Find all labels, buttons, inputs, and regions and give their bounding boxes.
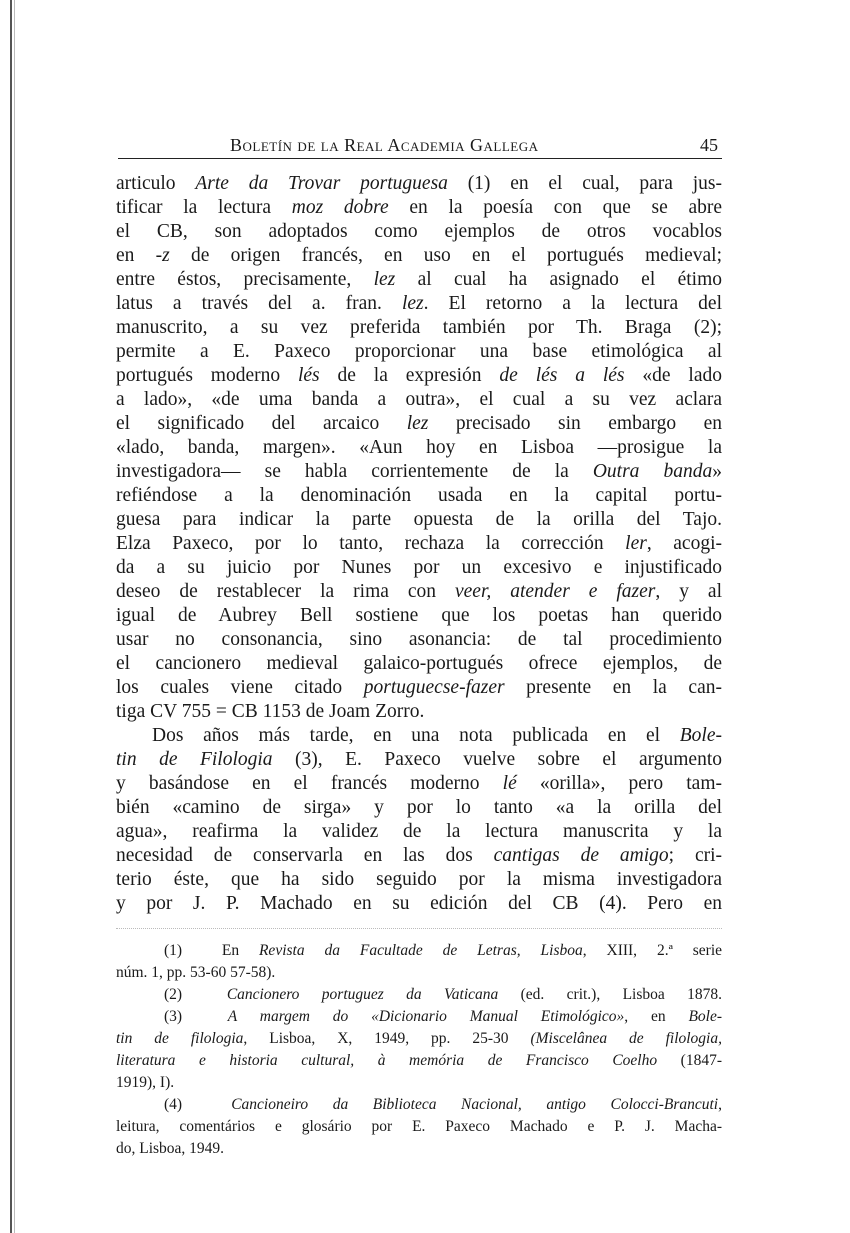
- footnote-line: [116, 1006, 722, 1028]
- text-segment: «lado, banda, margen». «Aun hoy en Lisboa —prosigue la: [116, 437, 722, 458]
- text-segment: ,: [718, 1096, 722, 1113]
- text-segment: de la expresión: [319, 365, 500, 386]
- italic-text: Arte da Trovar portuguesa: [195, 173, 448, 194]
- italic-text: portuguecse-fazer: [363, 677, 505, 698]
- italic-text: Cancionero portuguez da Vaticana: [226, 986, 499, 1003]
- footnote-line: [116, 1094, 722, 1116]
- text-segment: »: [712, 461, 722, 482]
- body-line: [116, 724, 722, 748]
- text-segment: , y al: [655, 581, 722, 602]
- body-line: [116, 652, 722, 676]
- text-segment: , Lisboa, X, 1949, pp. 25-30: [243, 1030, 531, 1047]
- body-line: [116, 436, 722, 460]
- body-line: [116, 268, 722, 292]
- text-segment: articulo: [116, 173, 196, 194]
- text-segment: precisado sin embargo en: [428, 413, 722, 434]
- text-segment: . El retorno a la lectura del: [423, 293, 722, 314]
- text-segment: a lado», «de uma banda a outra», el cual a su vez aclara: [116, 389, 722, 410]
- text-segment: bién «camino de sirga» y por lo tanto «a la orilla del: [116, 797, 722, 818]
- footnote-line: [116, 1050, 722, 1072]
- journal-title: Boletín de la Real Academia Gallega: [230, 135, 539, 155]
- text-segment: (1) en el cual, para jus-: [447, 173, 722, 194]
- scan-edge-shadow: [14, 0, 15, 1233]
- footnote-line: [116, 1072, 722, 1094]
- italic-text: literatura e historia cultural, à memória de Francisco Coelho: [116, 1052, 658, 1069]
- text-segment: tiga CV 755 = CB 1153 de Joam Zorro.: [116, 701, 425, 722]
- italic-text: cantigas de amigo: [493, 845, 669, 866]
- text-segment: (3): [164, 1008, 228, 1025]
- body-line: [116, 604, 722, 628]
- body-line: [116, 700, 722, 724]
- body-line: [116, 460, 722, 484]
- italic-text: Revista da Facultade de Letras, Lisboa: [258, 942, 583, 959]
- body-line: [116, 340, 722, 364]
- text-segment: Elza Paxeco, por lo tanto, rechaza la corrección: [116, 533, 626, 554]
- italic-text: tin de Filologia: [116, 749, 273, 770]
- italic-text: (Miscelânea de filologia,: [530, 1030, 722, 1047]
- italic-text: Cancioneiro da Biblioteca Nacional, antigo Colocci-Brancuti: [231, 1096, 719, 1113]
- italic-text: A margem do «Dicionario Manual Etimológico»: [227, 1008, 625, 1025]
- text-segment: «de lado: [624, 365, 722, 386]
- text-segment: latus a través del a. fran.: [116, 293, 402, 314]
- text-segment: permite a E. Paxeco proporcionar una base etimológica al: [116, 341, 722, 362]
- italic-text: Bole-: [679, 725, 722, 746]
- footnote-line: [116, 962, 722, 984]
- italic-text: moz dobre: [291, 197, 389, 218]
- text-segment: refiéndose a la denominación usada en la capital portu-: [116, 485, 722, 506]
- body-line: [116, 628, 722, 652]
- text-segment: terio éste, que ha sido seguido por la misma investigadora: [116, 869, 722, 890]
- text-segment: guesa para indicar la parte opuesta de la orilla del Tajo.: [116, 509, 722, 530]
- text-segment: los cuales viene citado: [116, 677, 364, 698]
- text-segment: el significado del arcaico: [116, 413, 407, 434]
- text-segment: , en: [624, 1008, 689, 1025]
- text-segment: en: [116, 245, 156, 266]
- text-segment: ; cri-: [668, 845, 722, 866]
- page-number: 45: [700, 135, 718, 155]
- body-line: [116, 484, 722, 508]
- text-segment: igual de Aubrey Bell sostiene que los poetas han querido: [116, 605, 722, 626]
- footnote-line: [116, 1028, 722, 1050]
- footnote-line: [116, 984, 722, 1006]
- text-segment: Dos años más tarde, en una nota publicada en el: [152, 725, 680, 746]
- body-line: [116, 532, 722, 556]
- text-segment: usar no consonancia, sino asonancia: de tal procedimiento: [116, 629, 722, 650]
- body-line: [116, 316, 722, 340]
- text-segment: y por J. P. Machado en su edición del CB (4). Pero en: [116, 893, 722, 914]
- italic-text: tin de filologia: [116, 1030, 244, 1047]
- footnote-line: [116, 940, 722, 962]
- italic-text: lés: [297, 365, 320, 386]
- body-line: [116, 388, 722, 412]
- italic-text: lé: [502, 773, 517, 794]
- body-line: [116, 748, 722, 772]
- text-segment: «orilla», pero tam-: [516, 773, 722, 794]
- body-line: [116, 508, 722, 532]
- italic-text: lez: [373, 269, 396, 290]
- italic-text: lez: [406, 413, 429, 434]
- text-segment: 1919), I).: [116, 1074, 175, 1091]
- body-line: [116, 364, 722, 388]
- text-segment: el cancionero medieval galaico-portugués ofrece ejemplos, de: [116, 653, 722, 674]
- body-line: [116, 892, 722, 916]
- text-segment: deseo de restablecer la rima con: [116, 581, 455, 602]
- body-line: [116, 868, 722, 892]
- italic-text: ler: [625, 533, 647, 554]
- footnote-line: [116, 1116, 722, 1138]
- body-line: [116, 772, 722, 796]
- text-segment: entre éstos, precisamente,: [116, 269, 374, 290]
- scan-edge: [10, 0, 12, 1233]
- text-segment: el CB, son adoptados como ejemplos de otros vocablos: [116, 221, 722, 242]
- body-line: [116, 220, 722, 244]
- italic-text: de lés a lés: [499, 365, 625, 386]
- italic-text: veer, atender e fazer: [454, 581, 656, 602]
- text-segment: (2): [164, 986, 227, 1003]
- text-segment: de origen francés, en uso en el portugués medieval;: [169, 245, 722, 266]
- body-line: [116, 244, 722, 268]
- body-text: [116, 172, 722, 916]
- body-line: [116, 580, 722, 604]
- text-segment: agua», reafirma la validez de la lectura manuscrita y la: [116, 821, 722, 842]
- footnote-separator: [116, 928, 722, 929]
- body-line: [116, 556, 722, 580]
- footnote-line: [116, 1138, 722, 1160]
- text-segment: necesidad de conservarla en las dos: [116, 845, 494, 866]
- text-segment: tificar la lectura: [116, 197, 292, 218]
- text-segment: da a su juicio por Nunes por un excesivo e injustificado: [116, 557, 722, 578]
- text-segment: do, Lisboa, 1949.: [116, 1140, 225, 1157]
- body-line: [116, 676, 722, 700]
- text-segment: leitura, comentários e glosário por E. Paxeco Machado e P. J. Macha-: [116, 1118, 722, 1135]
- body-line: [116, 820, 722, 844]
- text-segment: investigadora— se habla corrientemente de la: [116, 461, 593, 482]
- text-segment: (1847-: [657, 1052, 722, 1069]
- italic-text: Bole-: [688, 1008, 722, 1025]
- body-line: [116, 292, 722, 316]
- text-segment: núm. 1, pp. 53-60 57-58).: [116, 964, 276, 981]
- text-segment: en la poesía con que se abre: [388, 197, 722, 218]
- text-segment: (ed. crit.), Lisboa 1878.: [498, 986, 722, 1003]
- body-line: [116, 196, 722, 220]
- body-line: [116, 796, 722, 820]
- text-segment: (3), E. Paxeco vuelve sobre el argumento: [272, 749, 722, 770]
- text-segment: (1) En: [164, 942, 259, 959]
- text-segment: portugués moderno: [116, 365, 298, 386]
- body-line: [116, 412, 722, 436]
- body-line: [116, 844, 722, 868]
- text-segment: manuscrito, a su vez preferida también por Th. Braga (2);: [116, 317, 722, 338]
- text-segment: , XIII, 2.ª serie: [582, 942, 722, 959]
- footnotes: [116, 940, 722, 1160]
- text-segment: y basándose en el francés moderno: [116, 773, 503, 794]
- text-segment: , acogi-: [646, 533, 722, 554]
- italic-text: Outra banda: [592, 461, 713, 482]
- italic-text: -z: [155, 245, 170, 266]
- text-segment: (4): [164, 1096, 232, 1113]
- italic-text: lez: [401, 293, 424, 314]
- text-segment: presente en la can-: [504, 677, 722, 698]
- body-line: [116, 172, 722, 196]
- running-header: [118, 134, 722, 159]
- text-segment: al cual ha asignado el étimo: [395, 269, 722, 290]
